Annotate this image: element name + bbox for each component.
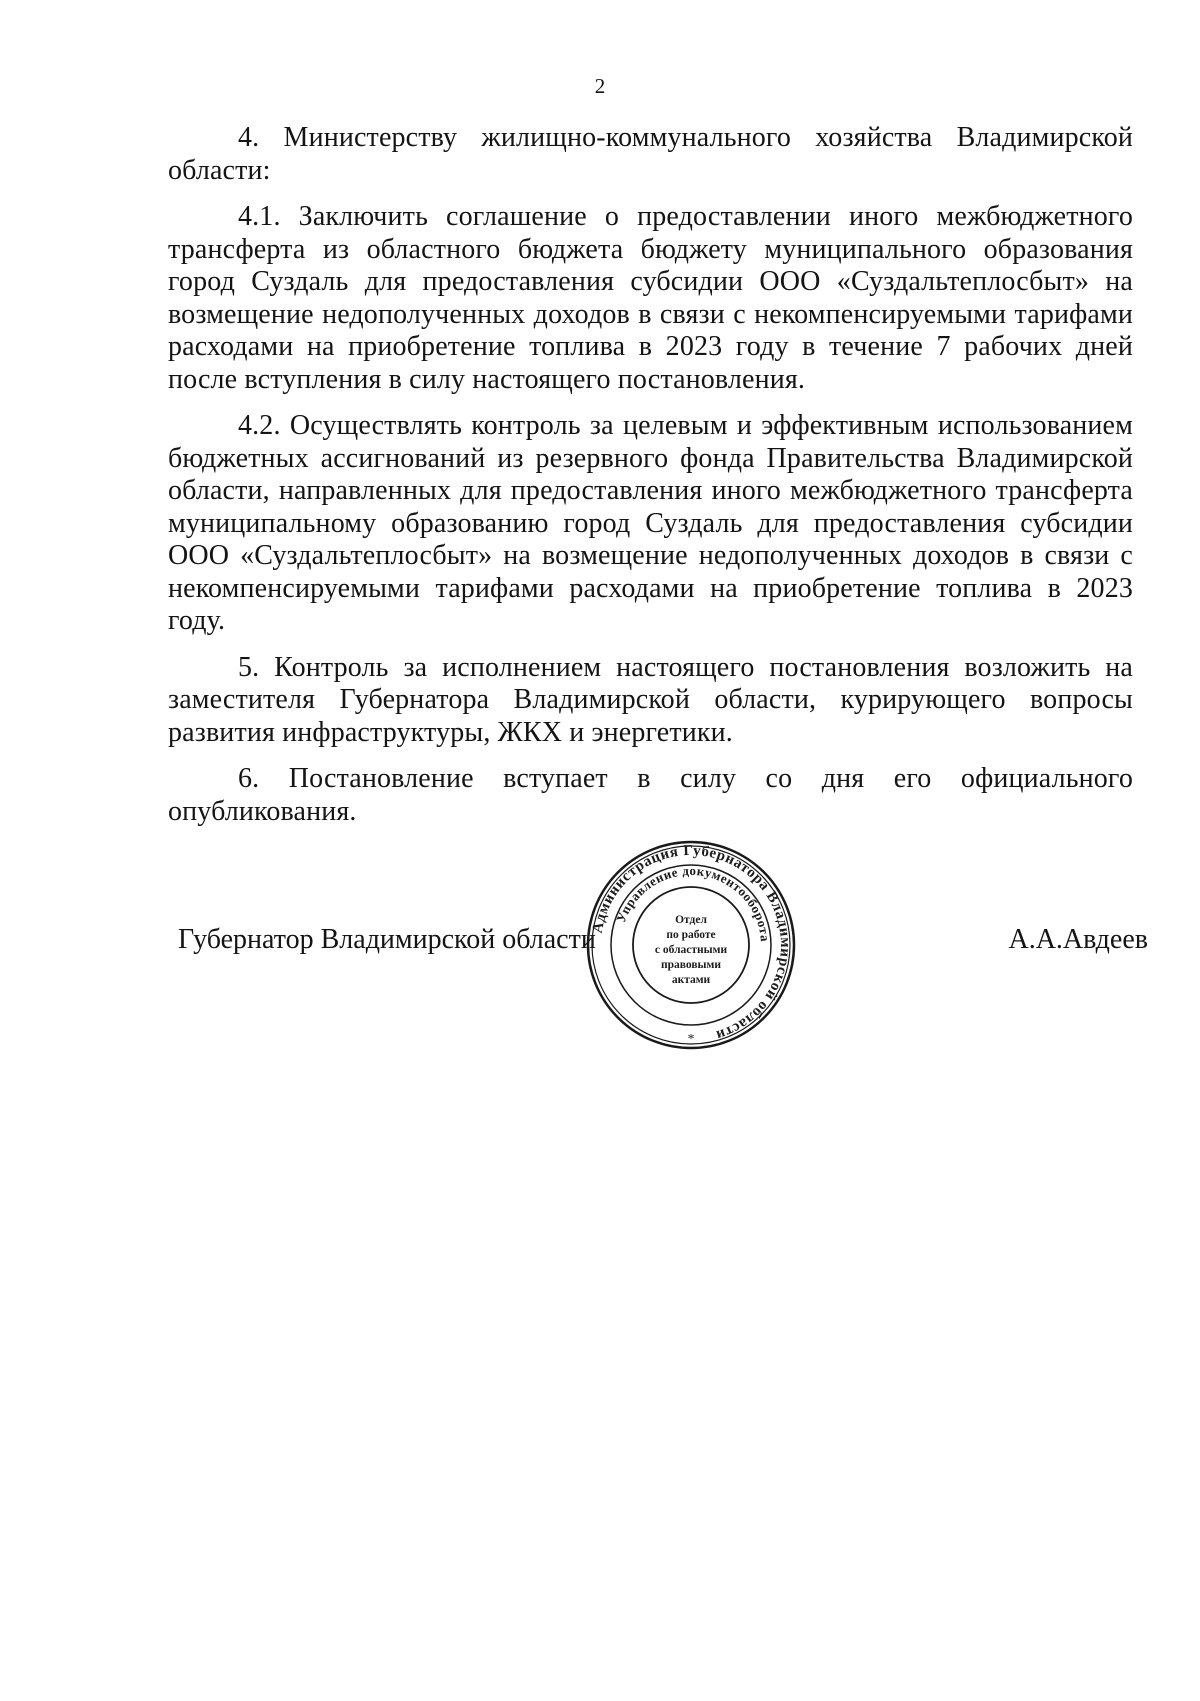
stamp-center-line-3: с областными (654, 944, 728, 956)
official-stamp (585, 839, 797, 1051)
signature-title: Губернатор Владимирской области (178, 924, 596, 955)
paragraph-4-2: 4.2. Осуществлять контроль за целевым и эффективным использованием бюджетных ассигнований из резервного фонда Правительства Владимирской области, направленных для предоставления иного межбюджетного трансферта муниципальному образованию город Суздаль для предоставления субсидии ООО «Суздальтеплосбыт» на возмещение недополученных доходов в связи с некомпенсируемыми тарифами расходами на приобретение топлива в 2023 году. (168, 410, 1133, 636)
signature-name: А.А.Авдеев (1008, 924, 1148, 955)
paragraph-4: 4. Министерству жилищно-коммунального хозяйства Владимирской области: (168, 122, 1133, 186)
stamp-star-mark: * (687, 1032, 695, 1047)
document-body (168, 122, 1133, 842)
paragraph-4-1: 4.1. Заключить соглашение о предоставлении иного межбюджетного трансферта из областного бюджета бюджету муниципального образования город Суздаль для предоставления субсидии ООО «Суздальтеплосбыт» на возмещение недополученных доходов в связи с некомпенсируемыми тарифами расходами на приобретение топлива в 2023 году в течение 7 рабочих дней после вступления в силу настоящего постановления. (168, 201, 1133, 395)
paragraph-6: 6. Постановление вступает в силу со дня его официального опубликования. (168, 763, 1133, 827)
stamp-outer-ring-text: Администрация Губернатора Владимирской области (589, 842, 794, 1044)
stamp-center-line-4: правовыми (660, 959, 722, 971)
paragraph-5: 5. Контроль за исполнением настоящего постановления возложить на заместителя Губернатора Владимирской области, курирующего вопросы развития инфраструктуры, ЖКХ и энергетики. (168, 651, 1133, 748)
stamp-center-line-5: актами (671, 974, 711, 986)
stamp-center-line-2: по работе (666, 929, 716, 941)
stamp-center-line-1: Отдел (675, 914, 707, 926)
page-number: 2 (594, 74, 606, 98)
stamp-inner-ring-text: Управление документооборота (613, 862, 773, 943)
